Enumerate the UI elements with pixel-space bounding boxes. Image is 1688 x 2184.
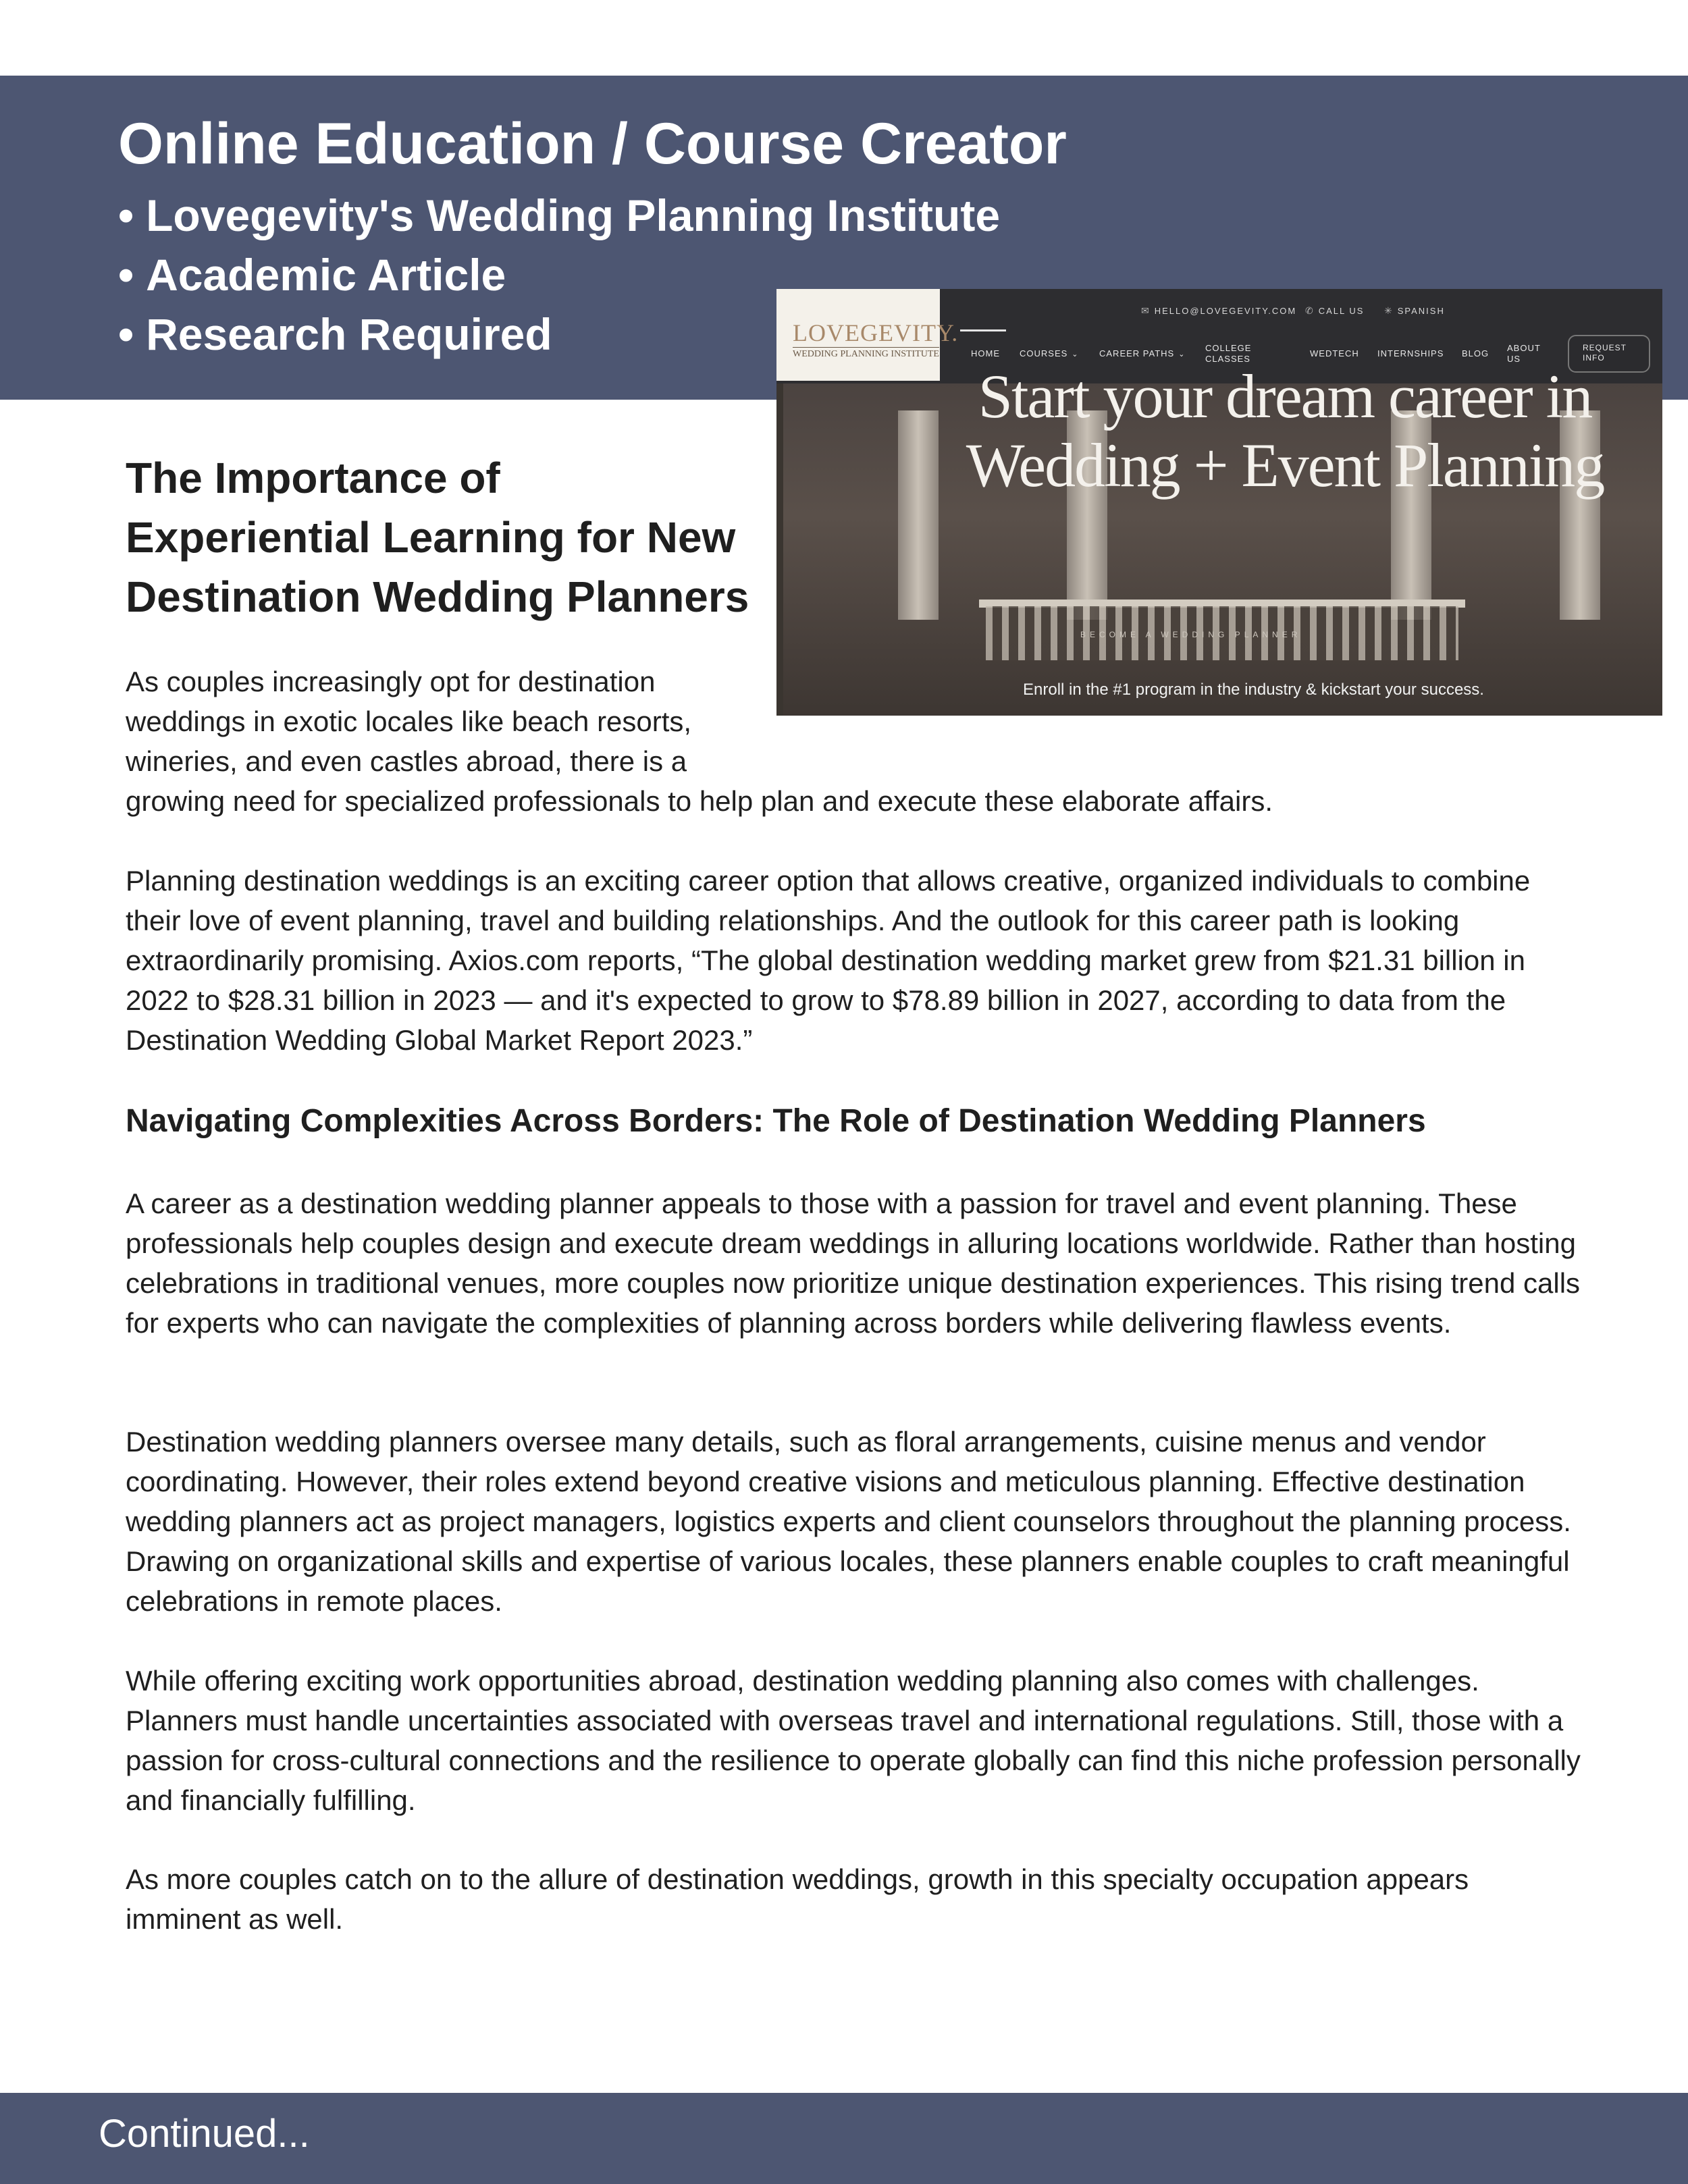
mail-icon: ✉	[1141, 305, 1149, 316]
nav-about-line1: ABOUT	[1507, 343, 1541, 353]
language-text: SPANISH	[1397, 306, 1445, 316]
article-title-line: Destination Wedding Planners	[126, 572, 749, 621]
nav-active-indicator	[960, 329, 1006, 331]
nav-career-paths-label: CAREER PATHS	[1099, 348, 1175, 358]
website-screenshot	[776, 289, 1662, 716]
nav-about-line2: US	[1507, 354, 1521, 364]
article-title	[126, 448, 801, 627]
chevron-down-icon: ⌄	[1178, 350, 1186, 358]
header-bullet: • Lovegevity's Wedding Planning Institute	[118, 186, 1000, 245]
article-title-line: Experiential Learning for New	[126, 513, 736, 562]
continued-label: Continued...	[99, 2112, 310, 2156]
section-heading: Navigating Complexities Across Borders: The Role of Destination Wedding Planners	[126, 1103, 1426, 1139]
call-link[interactable]	[1305, 305, 1364, 317]
body-paragraph: Destination wedding planners oversee many details, such as floral arrangements, cuisine menus and vendor coordinating. However, their roles extend beyond creative visions and meticulous planning. Effective destination wedding planners act as project managers, logistics experts and client counselors throughout the planning process. Drawing on organizational skills and expertise of various locales, these planners enable couples to craft meaningful celebrations in remote places.	[126, 1426, 1571, 1617]
hero-headline-line1: Start your dream career in	[978, 362, 1592, 431]
hero-headline	[924, 362, 1646, 500]
hero-eyebrow: BECOME A WEDDING PLANNER	[1080, 630, 1302, 639]
globe-icon: ✳	[1384, 305, 1392, 316]
nav-wedtech[interactable]: WEDTECH	[1310, 348, 1359, 358]
hero-cta-text: Enroll in the #1 program in the industry & kickstart your success.	[1023, 681, 1484, 699]
body-paragraph: A career as a destination wedding planner appeals to those with a passion for travel and event planning. These professionals help couples design and execute dream weddings in alluring locations worldwide. Rather than hosting celebrations in traditional venues, more couples now prioritize unique destination experiences. This rising trend calls for experts who can navigate the complexities of planning across borders while delivering flawless events.	[126, 1188, 1581, 1339]
intro-line: wineries, and even castles abroad, there is a	[126, 745, 687, 777]
header-bullet: • Research Required	[118, 304, 1000, 364]
hero-headline-line2: Wedding + Event Planning	[966, 431, 1604, 500]
nav-internships[interactable]: INTERNSHIPS	[1377, 348, 1444, 358]
request-info-line2: INFO	[1583, 353, 1605, 363]
article-title-line: The Importance of	[126, 454, 500, 502]
phone-icon: ✆	[1305, 305, 1313, 316]
email-link[interactable]	[1141, 305, 1296, 317]
nav-career-paths[interactable]	[1099, 348, 1185, 360]
header-bullet: • Academic Article	[118, 245, 1000, 304]
call-text: CALL US	[1318, 306, 1365, 316]
body-paragraph: Planning destination weddings is an exciting career option that allows creative, organized individuals to combine their love of event planning, travel and building relationships. And the outlook for this career path is looking extraordinarily promising. Axios.com reports, “The global destination wedding market grew from $21.31 billion in 2022 to $28.31 billion in 2023 — and it's expected to grow to $78.89 billion in 2027, according to data from the Destination Wedding Global Market Report 2023.”	[126, 865, 1531, 1056]
nav-courses-label: COURSES	[1020, 348, 1068, 358]
nav-home[interactable]: HOME	[971, 348, 1000, 358]
nav-college-line1: COLLEGE	[1205, 343, 1252, 353]
nav-blog[interactable]: BLOG	[1462, 348, 1489, 358]
body-paragraph: While offering exciting work opportunities abroad, destination wedding planning also comes with challenges. Planners must handle uncertainties associated with overseas travel and international regulations. Still, those with a passion for cross-cultural connections and the resilience to operate globally can find this niche profession personally and financially fulfilling.	[126, 1665, 1581, 1816]
logo-tagline: WEDDING PLANNING INSTITUTE	[793, 347, 939, 360]
intro-line: weddings in exotic locales like beach resorts,	[126, 705, 692, 737]
chevron-down-icon: ⌄	[1072, 350, 1079, 358]
intro-line: As couples increasingly opt for destination	[126, 666, 656, 697]
site-logo[interactable]	[776, 289, 959, 381]
intro-line: growing need for specialized professionals to help plan and execute these elaborate affairs.	[126, 785, 1273, 817]
email-text: HELLO@LOVEGEVITY.COM	[1154, 306, 1297, 316]
logo-wordmark: LOVEGEVITY.	[793, 319, 959, 346]
nav-courses[interactable]	[1020, 348, 1079, 360]
language-link[interactable]	[1384, 305, 1445, 317]
request-info-line1: REQUEST	[1583, 343, 1627, 352]
body-paragraph: As more couples catch on to the allure of destination weddings, growth in this specialty occupation appears imminent as well.	[126, 1863, 1469, 1935]
nav-college-line2: CLASSES	[1205, 354, 1250, 364]
page-title: Online Education / Course Creator	[118, 111, 1067, 176]
